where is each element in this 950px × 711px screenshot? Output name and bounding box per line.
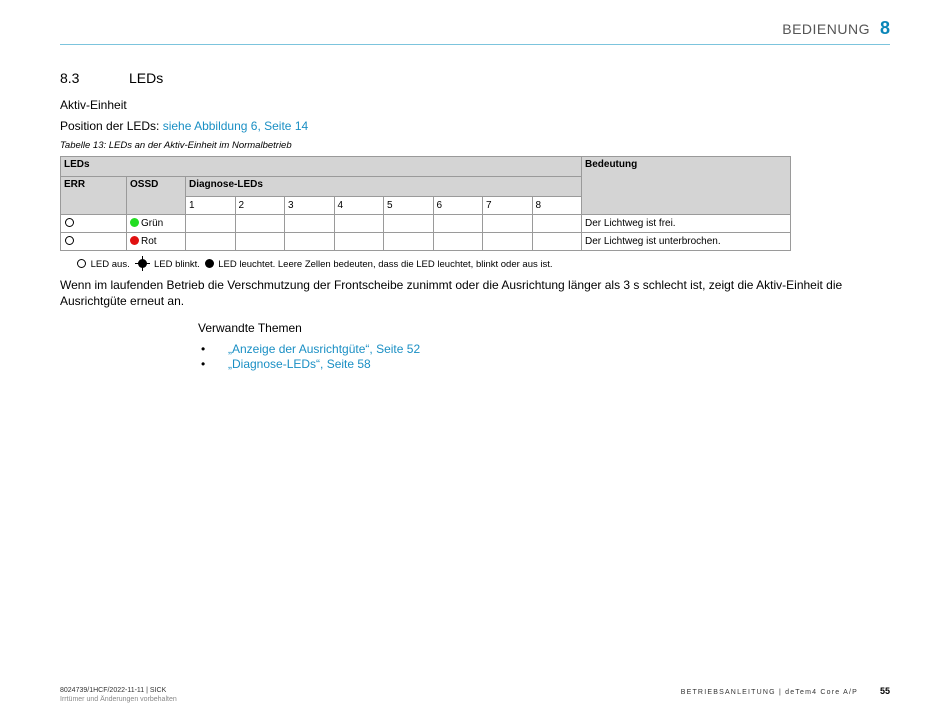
bullet-icon: •: [201, 357, 206, 371]
chapter-header: [782, 18, 890, 39]
diag-number: 8: [532, 197, 582, 215]
diag-cell: [433, 233, 483, 251]
diag-cell: [186, 233, 236, 251]
diag-cell: [285, 233, 335, 251]
led-off-icon: [65, 236, 74, 245]
ossd-label: Rot: [141, 236, 157, 247]
position-line: [60, 119, 308, 133]
header-ossd: OSSD: [127, 177, 186, 215]
body-text: Wenn im laufenden Betrieb die Verschmutzung der Frontscheibe zunimmt oder die Ausrichtung länger als 3 s schlecht ist, zeigt die Aktiv-Einheit die Ausrichtgüte erneut an.: [60, 278, 843, 308]
diag-number: 4: [334, 197, 384, 215]
table-caption: Tabelle 13: LEDs an der Aktiv-Einheit im Normalbetrieb: [60, 140, 292, 151]
led-off-icon: [65, 218, 74, 227]
diag-number: 5: [384, 197, 434, 215]
diag-cell: [186, 215, 236, 233]
list-item: [198, 357, 420, 372]
led-table: [60, 156, 791, 251]
diag-number: 2: [235, 197, 285, 215]
ossd-cell: [127, 233, 186, 251]
diag-number: 7: [483, 197, 533, 215]
diag-cell: [384, 233, 434, 251]
page-number: 55: [879, 686, 890, 696]
section-heading: [60, 70, 163, 86]
position-label: Position der LEDs:: [60, 119, 163, 133]
footer-left: [60, 686, 177, 704]
diag-cell: [433, 215, 483, 233]
diag-cell: [235, 233, 285, 251]
led-on-icon: [205, 259, 214, 268]
led-off-icon: [77, 259, 86, 268]
header-rule: [60, 44, 890, 45]
footer-doc-id: 8024739/1HCF/2022-11-11 | SICK: [60, 687, 167, 694]
table-legend: [76, 259, 555, 270]
ossd-label: Grün: [141, 218, 164, 229]
diag-cell: [235, 215, 285, 233]
chapter-title: BEDIENUNG: [782, 21, 870, 37]
diag-cell: [532, 233, 582, 251]
chapter-number: 8: [879, 18, 890, 38]
diag-cell: [334, 233, 384, 251]
diag-number: 6: [433, 197, 483, 215]
footer-manual-title: BETRIEBSANLEITUNG | deTem4 Core A/P: [680, 689, 858, 696]
diag-cell: [483, 233, 533, 251]
bullet-icon: •: [201, 342, 206, 356]
related-link[interactable]: „Diagnose-LEDs“, Seite 58: [228, 357, 371, 371]
diag-cell: [384, 215, 434, 233]
err-cell: [61, 233, 127, 251]
red-led-icon: [130, 236, 139, 245]
legend-off: LED aus.: [90, 259, 130, 270]
ossd-cell: [127, 215, 186, 233]
diag-cell: [483, 215, 533, 233]
err-cell: [61, 215, 127, 233]
header-meaning: Bedeutung: [582, 157, 791, 215]
header-diag: Diagnose-LEDs: [186, 177, 582, 197]
header-leds: LEDs: [61, 157, 582, 177]
table-row: [61, 215, 791, 233]
diag-cell: [532, 215, 582, 233]
footer-right: [681, 686, 890, 696]
related-topics-list: [198, 342, 420, 372]
diag-cell: [334, 215, 384, 233]
figure-link[interactable]: siehe Abbildung 6, Seite 14: [162, 119, 309, 133]
legend-on: LED leuchtet. Leere Zellen bedeuten, dass die LED leuchtet, blinkt oder aus ist.: [218, 259, 553, 270]
table-header-row: [61, 157, 791, 177]
table-row: [61, 233, 791, 251]
diag-cell: [285, 215, 335, 233]
section-title: LEDs: [129, 70, 164, 86]
green-led-icon: [130, 218, 139, 227]
diag-number: 1: [186, 197, 236, 215]
diag-number: 3: [285, 197, 335, 215]
footer-disclaimer: Irrtümer und Änderungen vorbehalten: [60, 696, 177, 703]
led-blink-icon: [138, 259, 147, 268]
section-number: 8.3: [60, 70, 80, 86]
meaning-cell: Der Lichtweg ist frei.: [582, 215, 791, 233]
header-err: ERR: [61, 177, 127, 215]
meaning-cell: Der Lichtweg ist unterbrochen.: [582, 233, 791, 251]
list-item: [198, 342, 420, 357]
legend-blink: LED blinkt.: [154, 259, 200, 270]
related-topics-title: Verwandte Themen: [198, 321, 302, 335]
sub-heading: Aktiv-Einheit: [60, 98, 127, 112]
related-link[interactable]: „Anzeige der Ausrichtgüte“, Seite 52: [228, 342, 421, 356]
